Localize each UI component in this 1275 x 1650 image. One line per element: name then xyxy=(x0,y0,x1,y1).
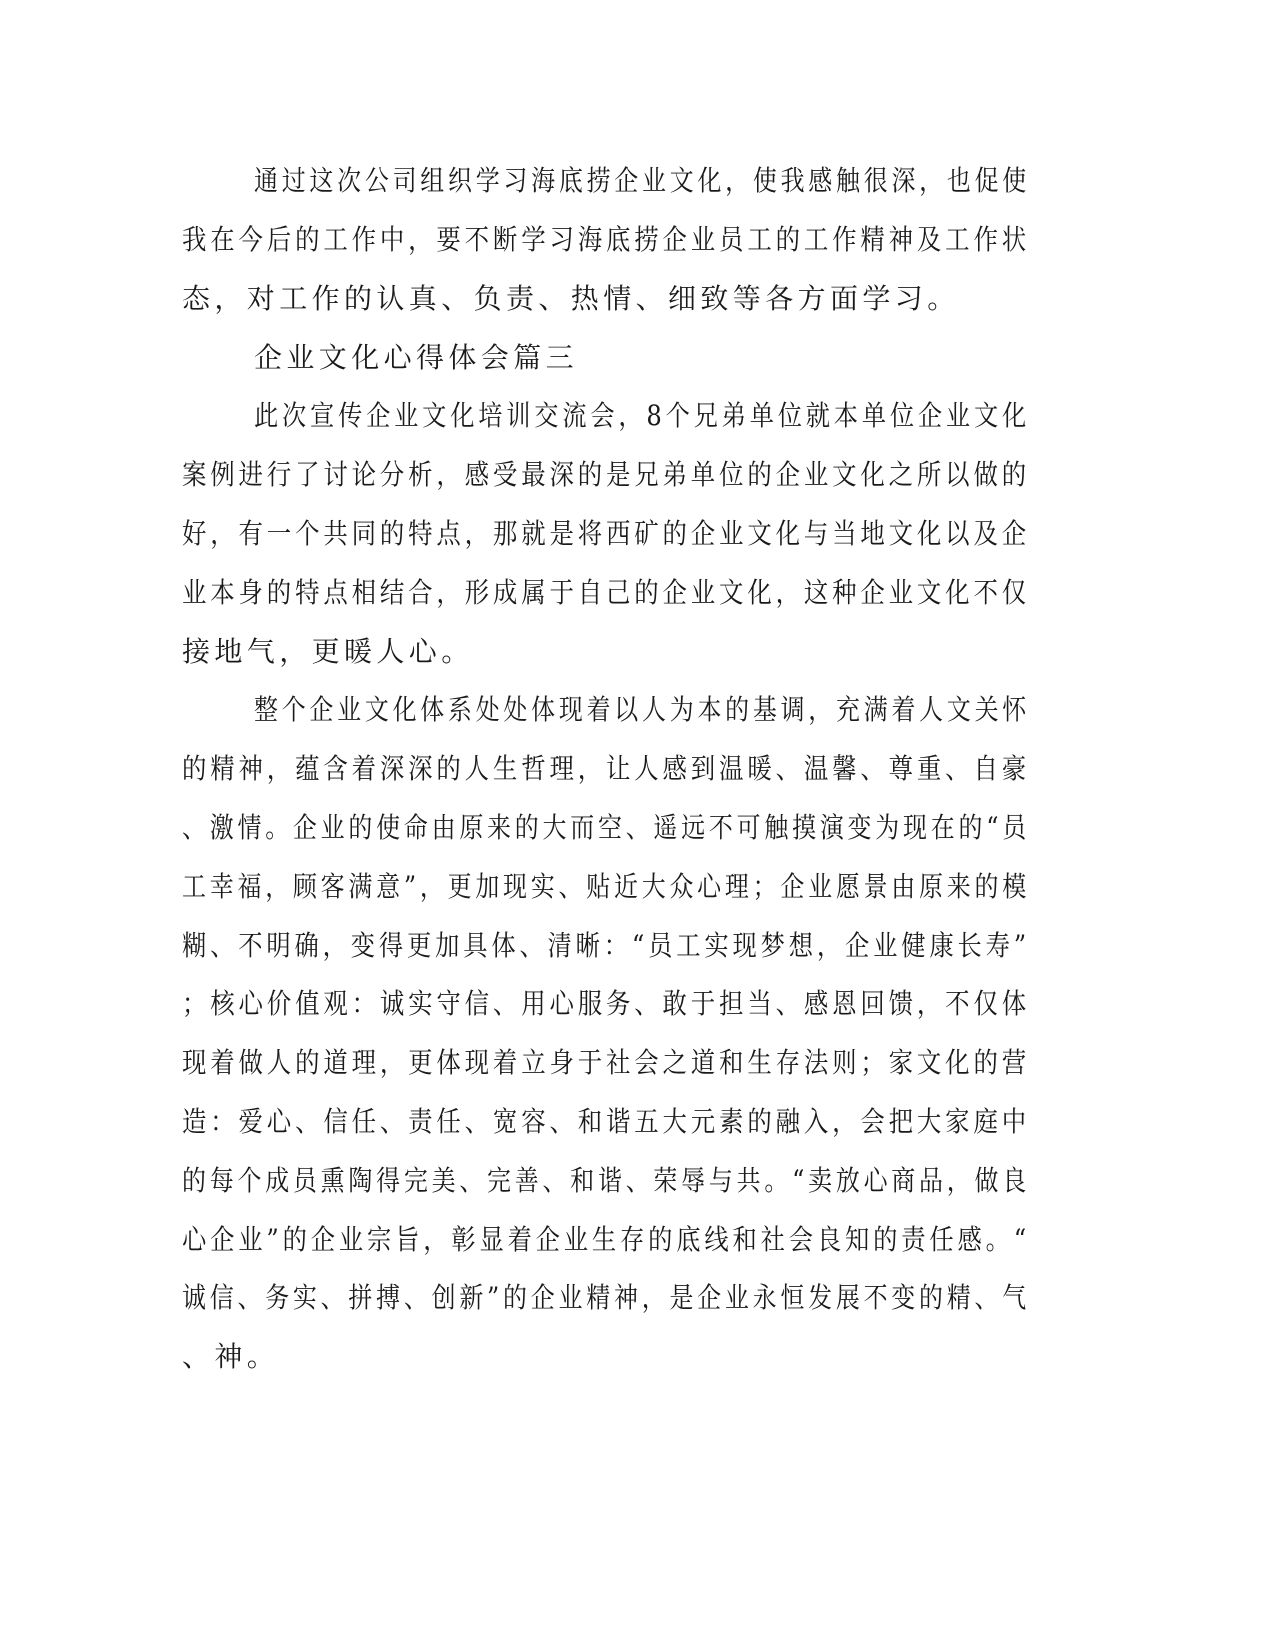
paragraph-2-line-5: 接地气，更暖人心。 xyxy=(182,635,474,668)
paragraph-3-line-3: 、激情。企业的使命由原来的大而空、遥远不可触摸演变为现在的“员 xyxy=(182,811,1030,844)
paragraph-3-line-11: 诚信、务实、拼搏、创新”的企业精神，是企业永恒发展不变的精、气 xyxy=(182,1281,1030,1314)
paragraph-2-line-2: 案例进行了讨论分析，感受最深的是兄弟单位的企业文化之所以做的 xyxy=(182,458,1030,491)
paragraph-3-line-2: 的精神，蕴含着深深的人生哲理，让人感到温暖、温馨、尊重、自豪 xyxy=(182,752,1030,785)
paragraph-3-line-8: 造：爱心、信任、责任、宽容、和谐五大元素的融入，会把大家庭中 xyxy=(182,1105,1030,1138)
paragraph-1-line-1: 通过这次公司组织学习海底捞企业文化，使我感触很深，也促使 xyxy=(254,164,1031,197)
section-heading: 企业文化心得体会篇三 xyxy=(254,341,579,374)
paragraph-3-line-5: 糊、不明确，变得更加具体、清晰：“员工实现梦想，企业健康长寿” xyxy=(182,929,1030,962)
paragraph-3-line-1: 整个企业文化体系处处体现着以人为本的基调，充满着人文关怀 xyxy=(254,693,1031,726)
paragraph-3-line-4: 工幸福，顾客满意”，更加现实、贴近大众心理；企业愿景由原来的模 xyxy=(182,870,1030,903)
paragraph-3-line-7: 现着做人的道理，更体现着立身于社会之道和生存法则；家文化的营 xyxy=(182,1046,1030,1079)
paragraph-1-line-2: 我在今后的工作中，要不断学习海底捞企业员工的工作精神及工作状 xyxy=(182,223,1030,256)
paragraph-3-line-6: ；核心价值观：诚实守信、用心服务、敢于担当、感恩回馈，不仅体 xyxy=(182,987,1030,1020)
paragraph-3-line-9: 的每个成员熏陶得完美、完善、和谐、荣辱与共。“卖放心商品，做良 xyxy=(182,1164,1030,1197)
paragraph-2-line-1: 此次宣传企业文化培训交流会，8个兄弟单位就本单位企业文化 xyxy=(254,399,1031,432)
paragraph-3-line-12: 、神。 xyxy=(182,1340,280,1373)
paragraph-3-line-10: 心企业”的企业宗旨，彰显着企业生存的底线和社会良知的责任感。“ xyxy=(182,1223,1030,1256)
paragraph-1-line-3: 态，对工作的认真、负责、热情、细致等各方面学习。 xyxy=(182,282,960,315)
paragraph-2-line-4: 业本身的特点相结合，形成属于自己的企业文化，这种企业文化不仅 xyxy=(182,576,1030,609)
paragraph-2-line-3: 好，有一个共同的特点，那就是将西矿的企业文化与当地文化以及企 xyxy=(182,517,1030,550)
